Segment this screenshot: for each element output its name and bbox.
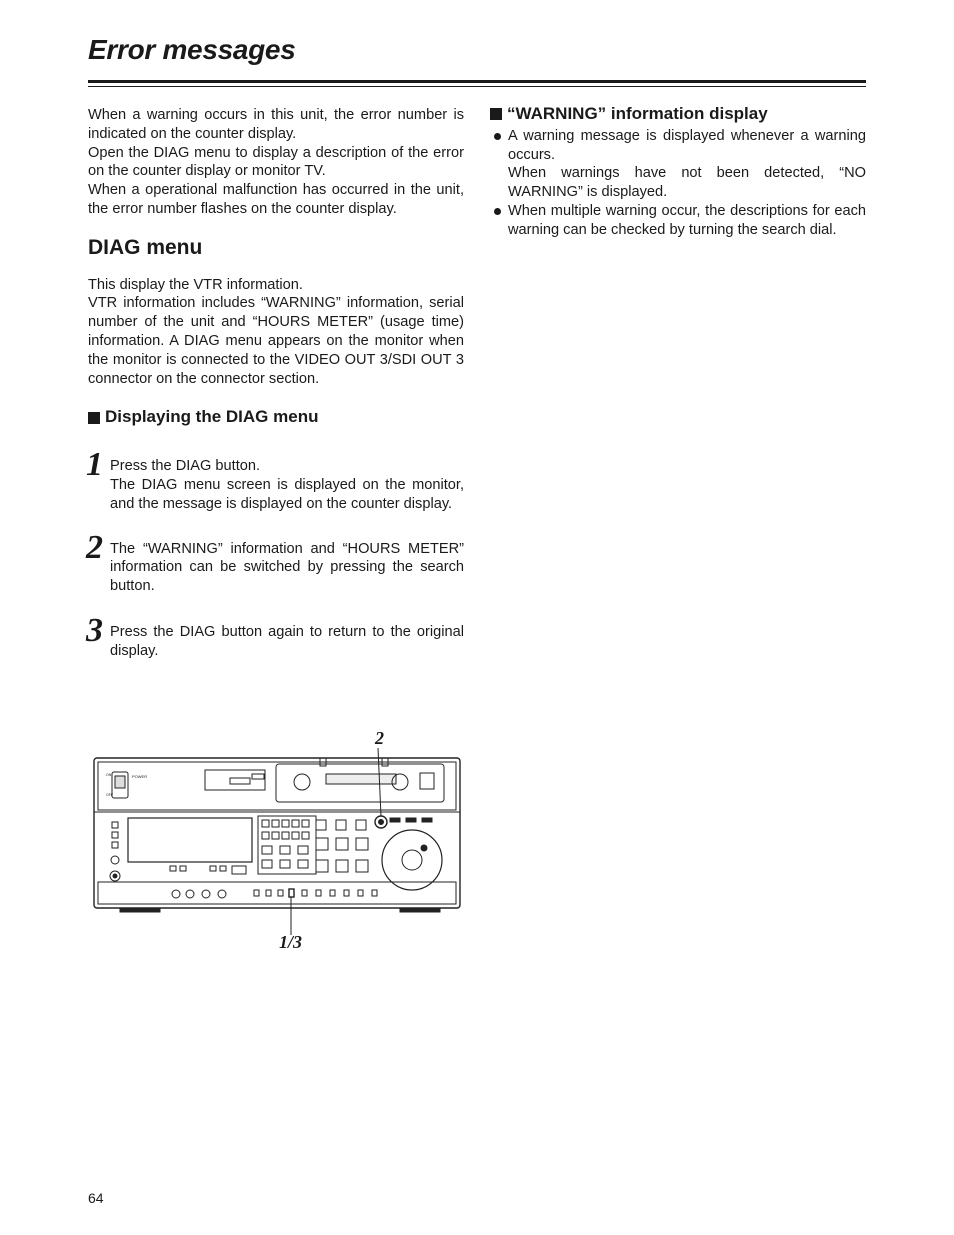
bullet-dot-icon [494,133,501,140]
step-number-1: 1 [86,446,103,484]
counter-display [128,818,252,862]
vtr-foot-right [400,908,440,912]
warning-bullet-1-line-2: When warnings have not been detected, “NO WARNING” is displayed. [508,165,866,201]
displaying-diag-heading [88,408,464,427]
eject-knob-left [294,774,310,790]
warning-heading [490,105,866,124]
power-label: POWER [132,774,148,779]
right-column [490,106,866,240]
left-column [88,106,464,661]
off-label: OFF [106,793,113,797]
title-rule [88,80,866,83]
vtr-front-panel-drawing [90,730,470,960]
step-number-3: 3 [86,611,103,649]
on-label: ON [106,773,112,777]
warning-heading-text: “WARNING” information display [507,104,768,123]
vtr-top-section [98,762,456,810]
displaying-diag-heading-text: Displaying the DIAG menu [105,407,319,427]
rew-button [316,838,328,850]
intro-paragraph-2: Open the DIAG menu to display a description of the error on the counter display or monitor TV. [88,144,464,180]
vtr-front-panel-figure [90,730,470,960]
small-display [205,770,265,790]
step-2 [86,528,464,596]
callout-1-3: 1/3 [279,932,303,952]
square-bullet-icon [490,108,502,120]
intro-paragraph-1: When a warning occurs in this unit, the error number is indicated on the counter display. [88,107,464,142]
step-2-line-1: The “WARNING” information and “HOURS METER” information can be switched by pressing the search button. [110,540,464,595]
page-title: Error messages [88,34,296,65]
diag-paragraph-1: This display the VTR information. [88,276,303,293]
warning-bullet-1-line-1: A warning message is displayed whenever a warning occurs. [508,127,866,163]
vtr-body [94,758,460,908]
warning-bullet-1 [490,127,866,202]
step-number-2: 2 [86,528,103,566]
title-rule-thin [88,86,866,87]
intro-paragraph-3: When a operational malfunction has occurred in the unit, the error number flashes on the counter display. [88,182,464,217]
bullet-dot-icon [494,208,501,215]
warning-bullet-2-line-1: When multiple warning occur, the descriptions for each warning can be checked by turning the search dial. [508,202,866,238]
diag-paragraph-2: VTR information includes “WARNING” information, serial number of the unit and “HOURS METER” (usage time) information. A DIAG menu appears on the monitor when the monitor is connected to the VIDEO OUT 3/SDI OUT 3 connector on the connector section. [88,295,464,387]
step-1-line-2: The DIAG menu screen is displayed on the monitor, and the message is displayed on the counter display. [110,476,464,512]
step-3 [86,611,464,661]
square-bullet-icon [88,412,100,424]
page-number: 64 [88,1190,104,1206]
diag-button [289,889,294,897]
diag-menu-heading: DIAG menu [88,235,203,259]
callout-2: 2 [375,728,384,748]
play-button [336,838,348,850]
menu-keypad [258,816,316,874]
step-1 [86,446,464,513]
rec-button [356,838,368,850]
vtr-foot-left [120,908,160,912]
step-3-line-1: Press the DIAG button again to return to the original display. [110,623,464,659]
warning-bullet-2 [490,202,866,240]
step-1-line-1: Press the DIAG button. [110,458,261,475]
search-dial [382,830,442,890]
vtr-lower-strip [98,882,456,904]
